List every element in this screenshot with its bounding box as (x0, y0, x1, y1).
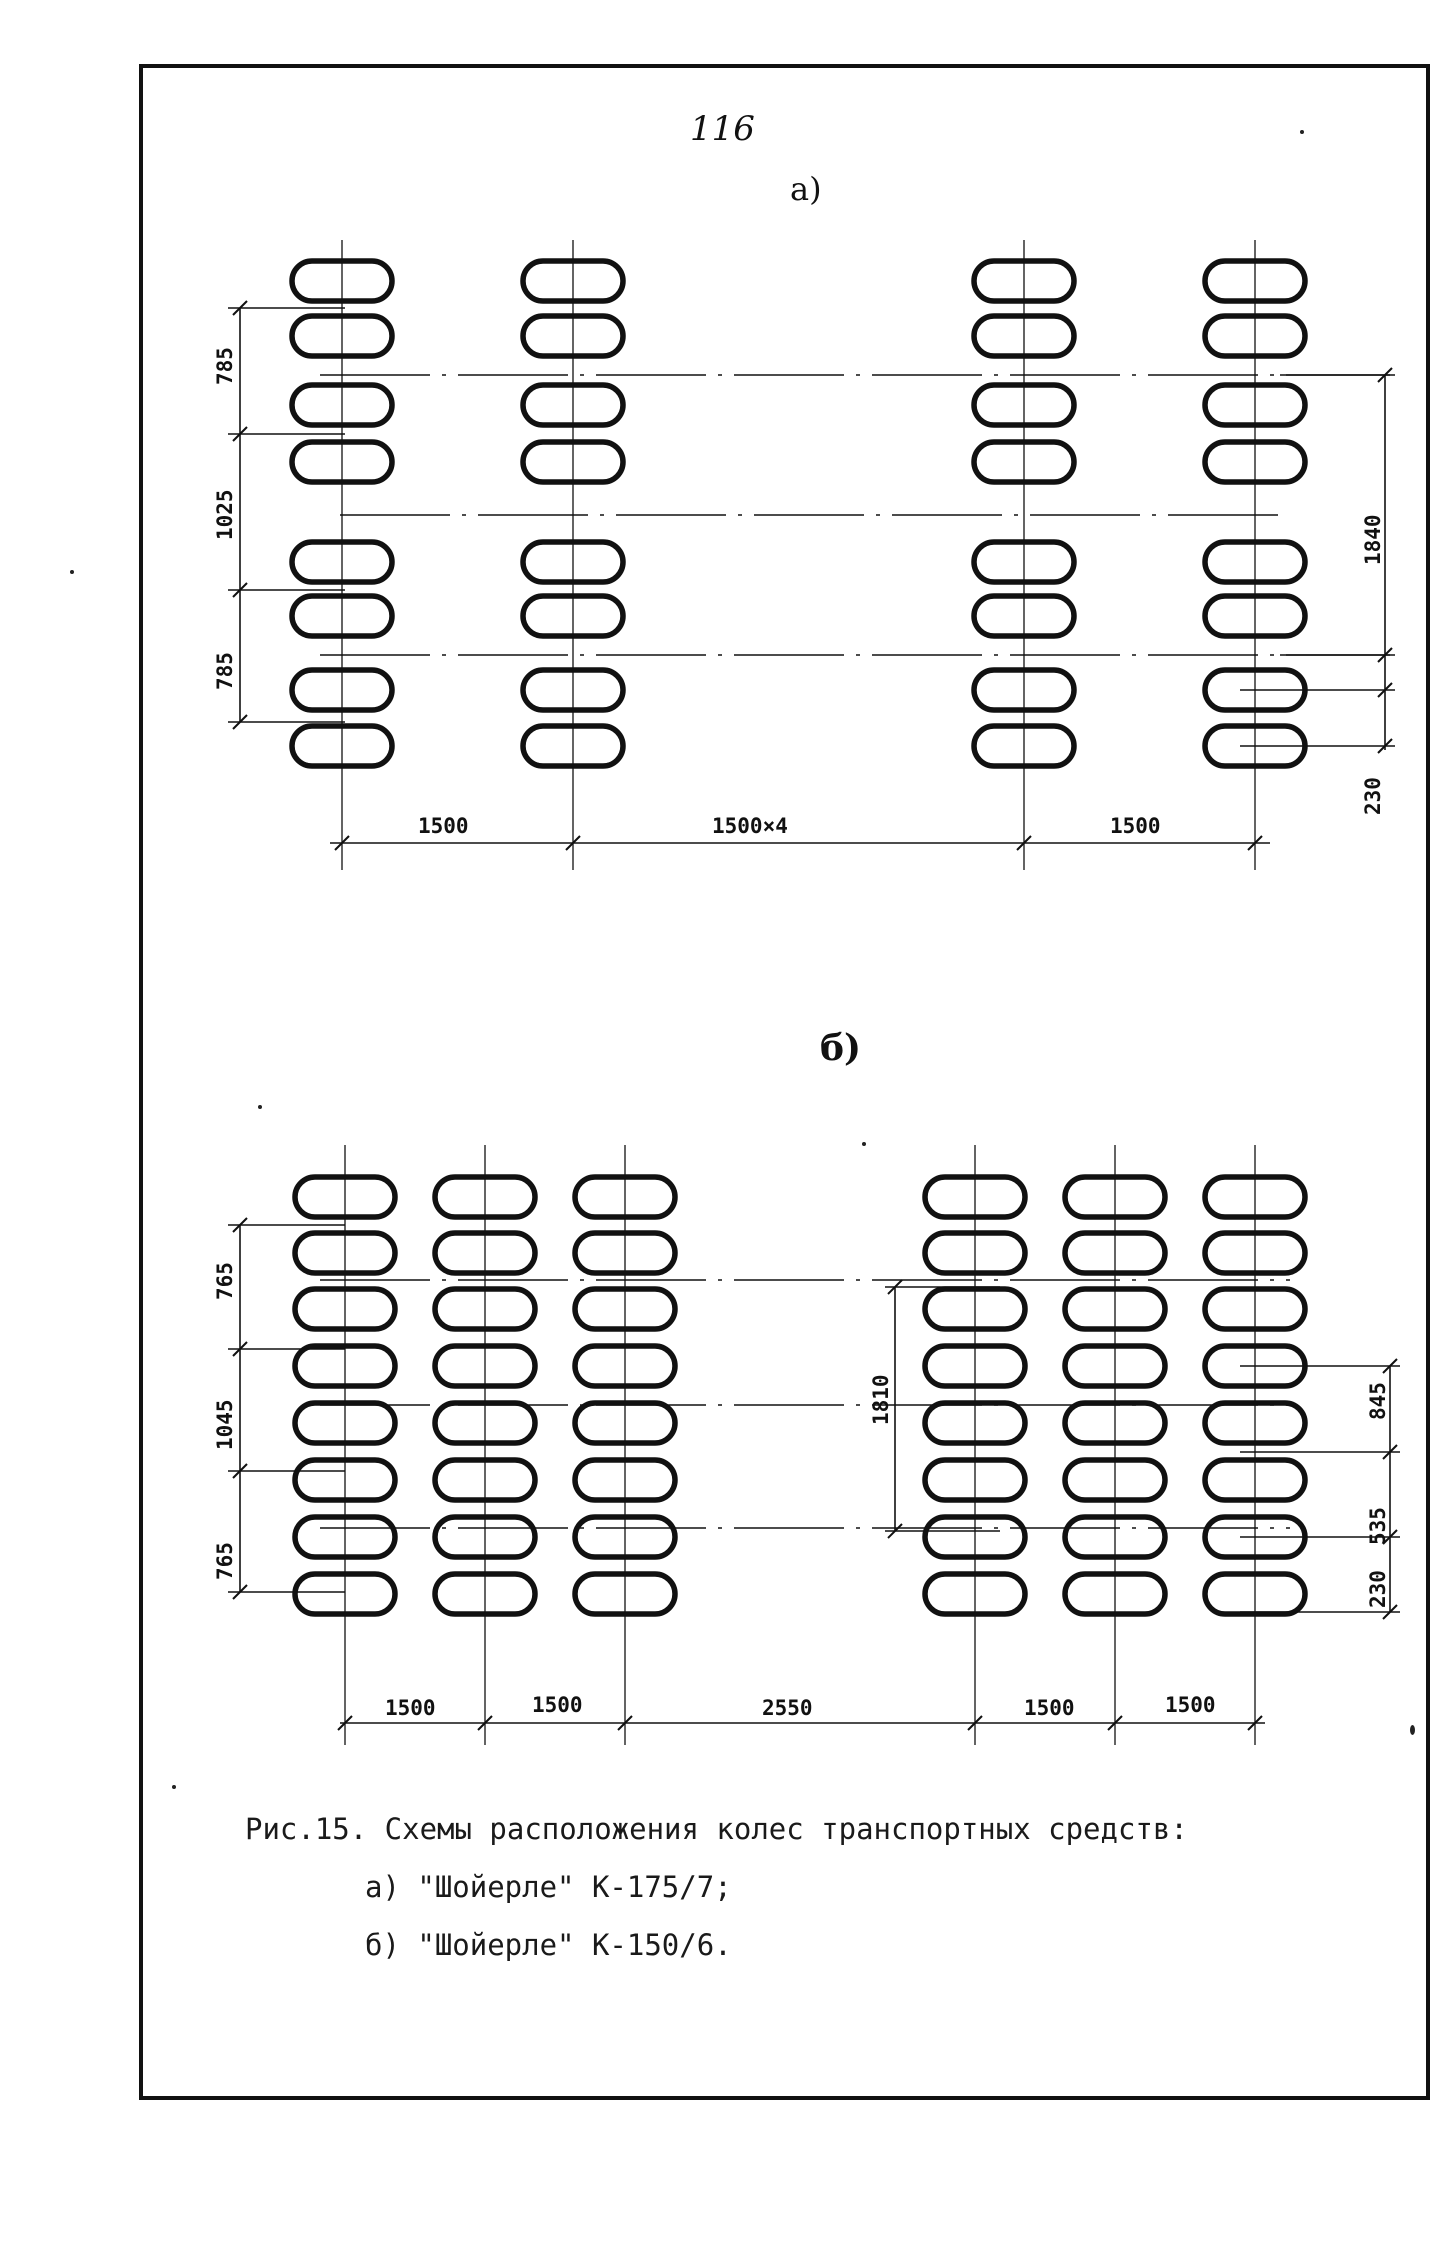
scan-speck (70, 570, 74, 574)
dim-b-right-offset: 230 (1366, 1570, 1390, 1608)
scan-speck (862, 1142, 866, 1146)
scan-speck (258, 1105, 262, 1109)
dim-b-bottom-mid: 2550 (762, 1696, 813, 1720)
dim-b-left-axle-2: 765 (213, 1542, 237, 1580)
dim-b-left-axle-1: 765 (213, 1262, 237, 1300)
caption-item-b: б) "Шойерле" К-150/6. (365, 1928, 732, 1962)
caption-title: Рис.15. Схемы расположения колес транспортных средств: (245, 1812, 1188, 1846)
dim-b-mid-total: 1810 (869, 1374, 893, 1425)
dim-b-right-half: 535 (1366, 1507, 1390, 1545)
dim-b-bottom-4: 1500 (1024, 1696, 1075, 1720)
scan-speck (1300, 130, 1304, 134)
dim-a-right-total: 1840 (1361, 514, 1385, 565)
dim-b-left-gap: 1045 (213, 1399, 237, 1450)
dim-a-left-axle-2: 785 (213, 652, 237, 690)
dim-b-bottom-5: 1500 (1165, 1693, 1216, 1717)
panel-a-label: а) (790, 170, 822, 208)
dim-b-bottom-2: 1500 (532, 1693, 583, 1717)
svg-text:116: 116 (690, 109, 755, 149)
dim-a-right-offset: 230 (1361, 777, 1385, 815)
dim-b-bottom-1: 1500 (385, 1696, 436, 1720)
dim-a-left-axle-1: 785 (213, 347, 237, 385)
page-number (690, 109, 755, 149)
dim-b-right-axle: 845 (1366, 1382, 1390, 1420)
caption-item-a: а) "Шойерле" К-175/7; (365, 1870, 732, 1904)
dim-a-left-gap: 1025 (213, 489, 237, 540)
panel-b-diagram (213, 1027, 1400, 1745)
dim-a-bottom-mid: 1500×4 (712, 814, 788, 838)
figure-caption (245, 1800, 1345, 1974)
scan-speck (172, 1785, 176, 1789)
dim-a-bottom-left: 1500 (418, 814, 469, 838)
panel-a-diagram (213, 170, 1395, 870)
panel-b-label: б) (820, 1027, 862, 1069)
scan-speck (1410, 1725, 1415, 1735)
dim-a-bottom-right: 1500 (1110, 814, 1161, 838)
